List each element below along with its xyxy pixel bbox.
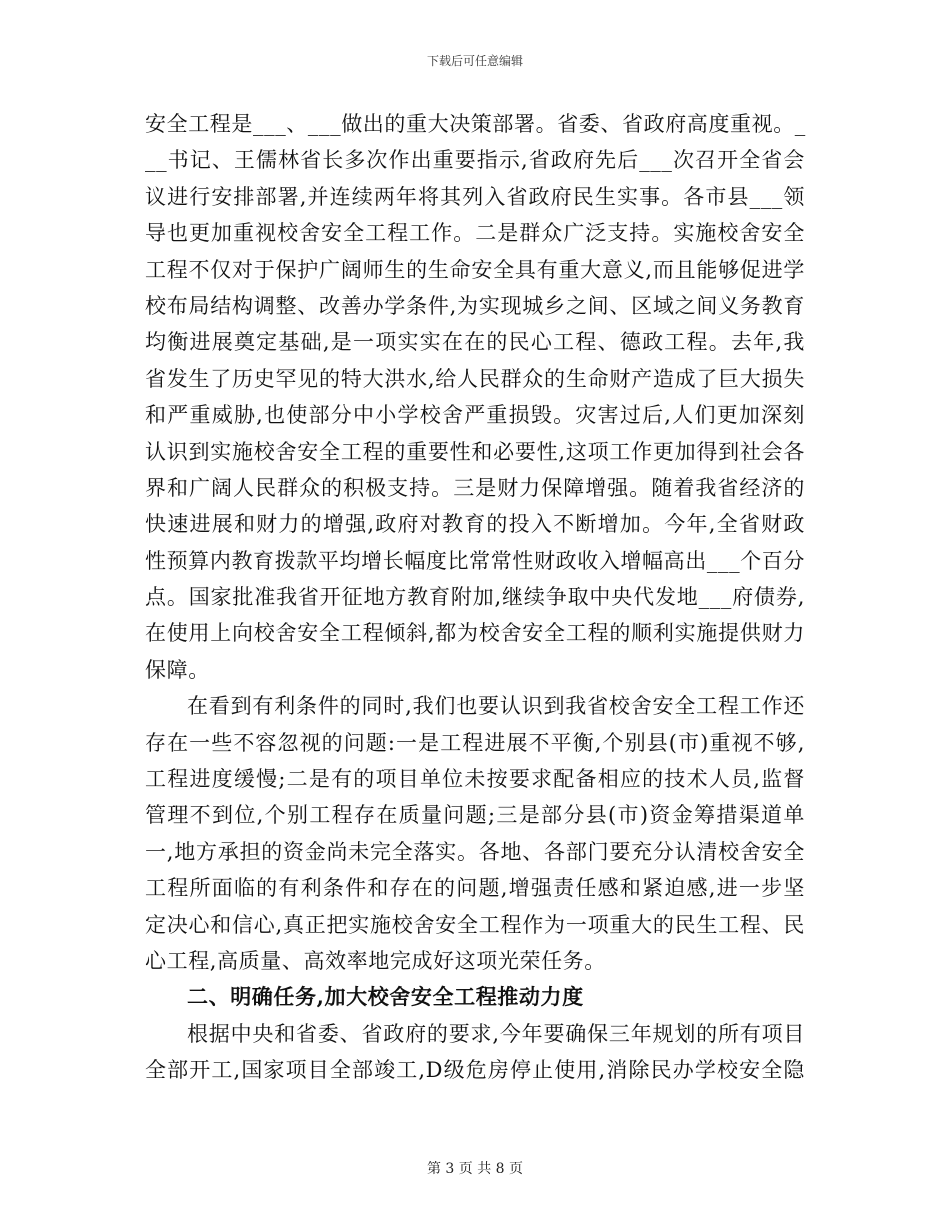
- paragraph-line: 点。国家批准我省开征地方教育附加,继续争取中央代发地___府债券,: [145, 585, 805, 610]
- paragraph-line: 议进行安排部署,并连续两年将其列入省政府民生实事。各市县___领: [145, 184, 805, 209]
- paragraph-line: 心工程,高质量、高效率地完成好这项光荣任务。: [145, 948, 606, 973]
- paragraph-line: __书记、王儒林省长多次作出重要指示,省政府先后___次召开全省会: [145, 148, 805, 173]
- paragraph-line: 根据中央和省委、省政府的要求,今年要确保三年规划的所有项目: [187, 1021, 805, 1046]
- paragraph-line: 保障。: [145, 657, 210, 682]
- paragraph-line: 全部开工,国家项目全部竣工,D级危房停止使用,消除民办学校安全隐: [145, 1058, 805, 1083]
- paragraph-line: 工程进度缓慢;二是有的项目单位未按要求配备相应的技术人员,监督: [145, 767, 805, 792]
- section-heading: 二、明确任务,加大校舍安全工程推动力度: [187, 984, 584, 1010]
- paragraph-line: 工程所面临的有利条件和存在的问题,增强责任感和紧迫感,进一步坚: [145, 876, 805, 901]
- document-body: [145, 106, 805, 1089]
- page-header: 下载后可任意编辑: [426, 54, 523, 68]
- paragraph-line: 在看到有利条件的同时,我们也要认识到我省校舍安全工程工作还: [187, 694, 805, 719]
- paragraph-line: 和严重威胁,也使部分中小学校舍严重损毁。灾害过后,人们更加深刻: [145, 403, 805, 428]
- paragraph-line: 安全工程是___、___做出的重大决策部署。省委、省政府高度重视。_: [145, 112, 806, 136]
- paragraph-line: 在使用上向校舍安全工程倾斜,都为校舍安全工程的顺利实施提供财力: [145, 621, 805, 646]
- paragraph-line: 省发生了历史罕见的特大洪水,给人民群众的生命财产造成了巨大损失: [145, 366, 805, 391]
- paragraph-line: 管理不到位,个别工程存在质量问题;三是部分县(市)资金筹措渠道单: [145, 803, 805, 828]
- paragraph-line: 认识到实施校舍安全工程的重要性和必要性,这项工作更加得到社会各: [145, 439, 805, 464]
- paragraph-line: 界和广阔人民群众的积极支持。三是财力保障增强。随着我省经济的: [145, 475, 805, 500]
- paragraph-line: 工程不仅对于保护广阔师生的生命安全具有重大意义,而且能够促进学: [145, 257, 805, 282]
- paragraph-line: 性预算内教育拨款平均增长幅度比常常性财政收入增幅高出___个百分: [145, 548, 805, 573]
- paragraph-line: 存在一些不容忽视的问题:一是工程进展不平衡,个别县(市)重视不够,: [145, 730, 805, 755]
- paragraph-line: 定决心和信心,真正把实施校舍安全工程作为一项重大的民生工程、民: [145, 912, 805, 937]
- paragraph-line: 一,地方承担的资金尚未完全落实。各地、各部门要充分认清校舍安全: [145, 839, 805, 864]
- paragraph-line: 导也更加重视校舍安全工程工作。二是群众广泛支持。实施校舍安全: [145, 221, 805, 246]
- paragraph-line: 快速进展和财力的增强,政府对教育的投入不断增加。今年,全省财政: [145, 512, 805, 537]
- page-number: 第 3 页 共 8 页: [426, 1161, 524, 1177]
- paragraph-line: 校布局结构调整、改善办学条件,为实现城乡之间、区域之间义务教育: [145, 293, 805, 318]
- paragraph-line: 均衡进展奠定基础,是一项实实在在的民心工程、德政工程。去年,我: [145, 330, 805, 355]
